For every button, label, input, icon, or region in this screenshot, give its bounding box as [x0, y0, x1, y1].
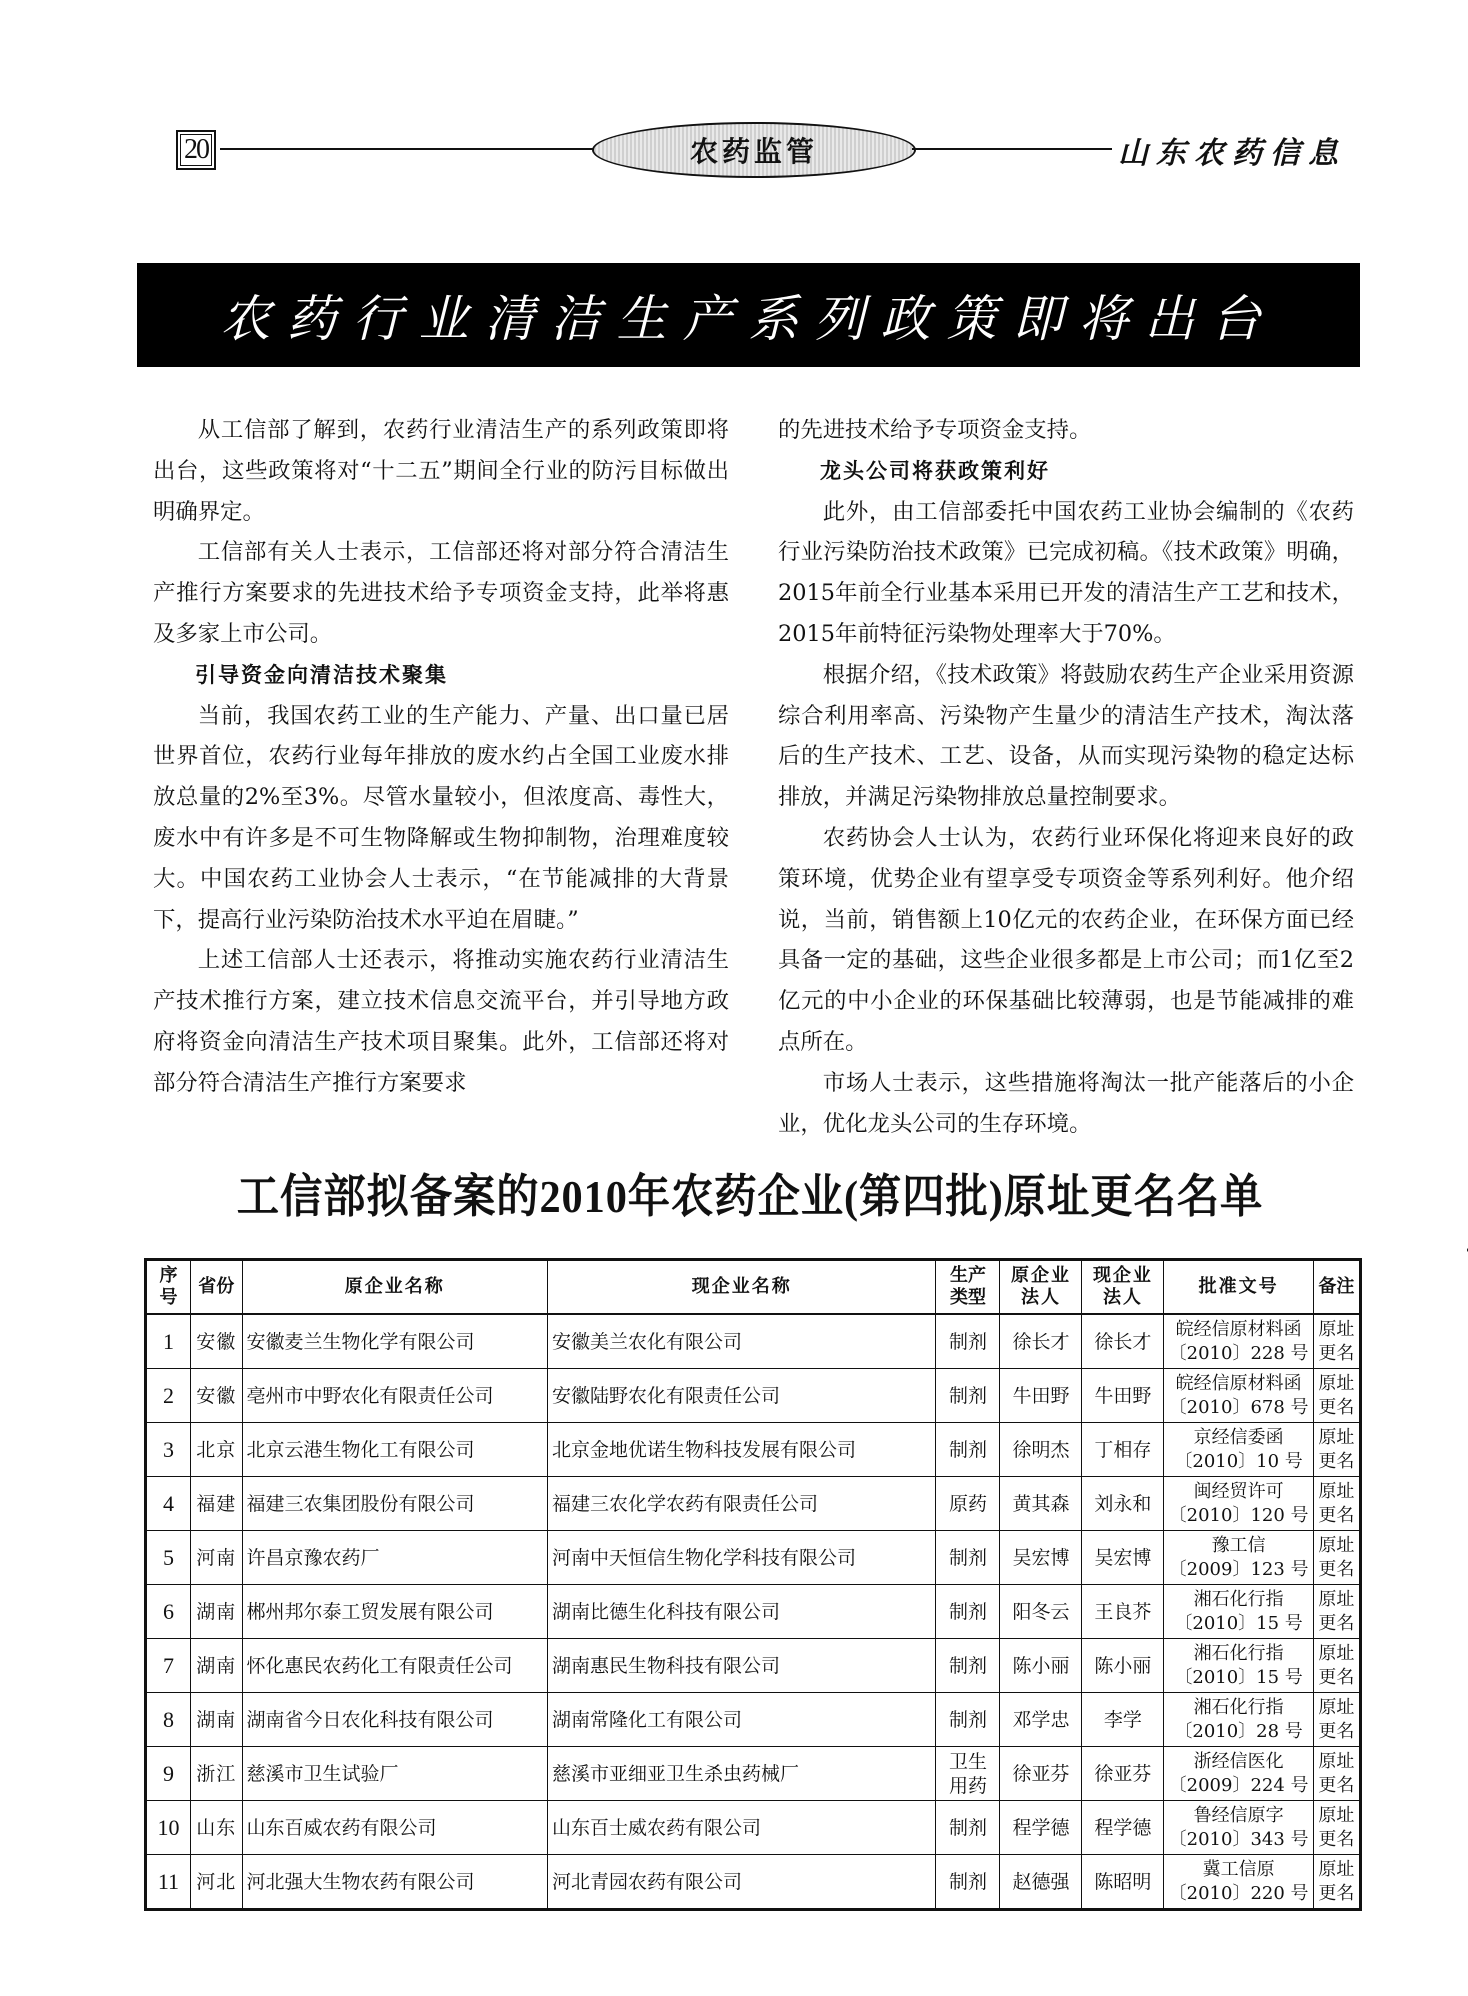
cell-prod-type: 制剂: [936, 1693, 1000, 1747]
cell-old-rep: 吴宏博: [1000, 1531, 1082, 1585]
cell-new-name: 福建三农化学农药有限责任公司: [547, 1477, 936, 1531]
col-header-remark: 备注: [1313, 1260, 1360, 1315]
cell-remark: 原址 更名: [1313, 1855, 1360, 1910]
header-rule-right: [912, 148, 1112, 150]
section-label: 农药监管: [689, 135, 818, 168]
paragraph: 此外，由工信部委托中国农药工业协会编制的《农药行业污染防治技术政策》已完成初稿。《技术政策》明确，2015年前全行业基本采用已开发的清洁生产工艺和技术，2015年前特征污染物处理率大于70%。: [778, 498, 1354, 647]
cell-new-rep: 刘永和: [1082, 1477, 1164, 1531]
cell-approval: 皖经信原材料函 〔2010〕228 号: [1164, 1314, 1313, 1369]
cell-new-rep: 丁相存: [1082, 1423, 1164, 1477]
cell-prod-type: 制剂: [936, 1585, 1000, 1639]
cell-new-name: 北京金地优诺生物科技发展有限公司: [547, 1423, 936, 1477]
col-header-approval: 批准文号: [1164, 1260, 1313, 1315]
article-column-right: [778, 410, 1354, 1144]
cell-remark: 原址 更名: [1313, 1585, 1360, 1639]
cell-old-name: 怀化惠民农药化工有限责任公司: [242, 1639, 547, 1693]
col-header-new-rep: 现企业 法人: [1082, 1260, 1164, 1315]
header-rule-left: [220, 148, 596, 150]
section-label-badge: [592, 122, 916, 178]
cell-old-name: 河北强大生物农药有限公司: [242, 1855, 547, 1910]
cell-old-rep: 邓学忠: [1000, 1693, 1082, 1747]
cell-province: 河北: [190, 1855, 242, 1910]
cell-prod-type: 原药: [936, 1477, 1000, 1531]
cell-old-rep: 陈小丽: [1000, 1639, 1082, 1693]
cell-remark: 原址 更名: [1313, 1801, 1360, 1855]
article-column-left: [153, 410, 729, 1104]
cell-new-rep: 牛田野: [1082, 1369, 1164, 1423]
cell-seq: 11: [146, 1855, 191, 1910]
cell-approval: 浙经信医化 〔2009〕224 号: [1164, 1747, 1313, 1801]
cell-new-rep: 程学德: [1082, 1801, 1164, 1855]
col-header-new-name: 现企业名称: [547, 1260, 936, 1315]
table-row: [146, 1423, 1361, 1477]
cell-old-name: 亳州市中野农化有限责任公司: [242, 1369, 547, 1423]
cell-approval: 湘石化行指 〔2010〕15 号: [1164, 1585, 1313, 1639]
paragraph: 从工信部了解到，农药行业清洁生产的系列政策即将出台，这些政策将对“十二五”期间全行业的防污目标做出明确界定。: [153, 417, 729, 525]
cell-new-name: 慈溪市亚细亚卫生杀虫药械厂: [547, 1747, 936, 1801]
cell-old-rep: 徐明杰: [1000, 1423, 1082, 1477]
cell-prod-type: 制剂: [936, 1639, 1000, 1693]
cell-new-name: 安徽美兰农化有限公司: [547, 1314, 936, 1369]
cell-province: 福建: [190, 1477, 242, 1531]
article-title: 农药行业清洁生产系列政策即将出台: [220, 290, 1277, 348]
cell-old-rep: 赵德强: [1000, 1855, 1082, 1910]
table-row: [146, 1693, 1361, 1747]
cell-seq: 9: [146, 1747, 191, 1801]
cell-province: 河南: [190, 1531, 242, 1585]
cell-seq: 6: [146, 1585, 191, 1639]
col-header-old-rep: 原企业 法人: [1000, 1260, 1082, 1315]
cell-seq: 1: [146, 1314, 191, 1369]
cell-new-rep: 徐亚芬: [1082, 1747, 1164, 1801]
paragraph: 市场人士表示，这些措施将淘汰一批产能落后的小企业，优化龙头公司的生存环境。: [778, 1069, 1354, 1137]
subheading: 龙头公司将获政策利好: [820, 458, 1050, 483]
cell-province: 安徽: [190, 1369, 242, 1423]
article-title-banner: [137, 263, 1360, 367]
cell-old-rep: 黄其森: [1000, 1477, 1082, 1531]
table-row: [146, 1855, 1361, 1910]
table-row: [146, 1369, 1361, 1423]
paragraph: 上述工信部人士还表示，将推动实施农药行业清洁生产技术推行方案，建立技术信息交流平台，并引导地方政府将资金向清洁生产技术项目聚集。此外，工信部还将对部分符合清洁生产推行方案要求: [153, 947, 729, 1096]
col-header-prod-type: 生产 类型: [936, 1260, 1000, 1315]
cell-old-name: 湖南省今日农化科技有限公司: [242, 1693, 547, 1747]
subheading: 引导资金向清洁技术聚集: [195, 662, 448, 687]
table-row: [146, 1747, 1361, 1801]
cell-approval: 豫工信 〔2009〕123 号: [1164, 1531, 1313, 1585]
cell-old-name: 北京云港生物化工有限公司: [242, 1423, 547, 1477]
cell-new-name: 河北青园农药有限公司: [547, 1855, 936, 1910]
table-row: [146, 1531, 1361, 1585]
cell-province: 浙江: [190, 1747, 242, 1801]
cell-new-rep: 李学: [1082, 1693, 1164, 1747]
cell-approval: 京经信委函 〔2010〕10 号: [1164, 1423, 1313, 1477]
cell-province: 北京: [190, 1423, 242, 1477]
paragraph: 工信部有关人士表示，工信部还将对部分符合清洁生产推行方案要求的先进技术给予专项资金支持，此举将惠及多家上市公司。: [153, 539, 729, 647]
paragraph: 当前，我国农药工业的生产能力、产量、出口量已居世界首位，农药行业每年排放的废水约占全国工业废水排放总量的2%至3%。尽管水量较小，但浓度高、毒性大，废水中有许多是不可生物降解或生物抑制物，治理难度较大。中国农药工业协会人士表示，“在节能减排的大背景下，提高行业污染防治技术水平迫在眉睫。”: [153, 702, 729, 933]
cell-new-name: 安徽陆野农化有限责任公司: [547, 1369, 936, 1423]
cell-old-name: 福建三农集团股份有限公司: [242, 1477, 547, 1531]
cell-approval: 湘石化行指 〔2010〕15 号: [1164, 1639, 1313, 1693]
cell-old-rep: 阳冬云: [1000, 1585, 1082, 1639]
table-header-row: [146, 1260, 1361, 1315]
cell-new-name: 河南中天恒信生物化学科技有限公司: [547, 1531, 936, 1585]
table-row: [146, 1477, 1361, 1531]
publication-name: 山东农药信息: [1118, 136, 1346, 171]
rename-list-table: [144, 1258, 1362, 1911]
cell-province: 湖南: [190, 1639, 242, 1693]
cell-old-name: 慈溪市卫生试验厂: [242, 1747, 547, 1801]
cell-new-name: 湖南惠民生物科技有限公司: [547, 1639, 936, 1693]
cell-old-name: 许昌京豫农药厂: [242, 1531, 547, 1585]
cell-seq: 10: [146, 1801, 191, 1855]
cell-old-name: 郴州邦尔泰工贸发展有限公司: [242, 1585, 547, 1639]
cell-approval: 鲁经信原字 〔2010〕343 号: [1164, 1801, 1313, 1855]
cell-prod-type: 制剂: [936, 1369, 1000, 1423]
cell-new-name: 湖南常隆化工有限公司: [547, 1693, 936, 1747]
cell-remark: 原址 更名: [1313, 1477, 1360, 1531]
paragraph: 农药协会人士认为，农药行业环保化将迎来良好的政策环境，优势企业有望享受专项资金等系列利好。他介绍说，当前，销售额上10亿元的农药企业，在环保方面已经具备一定的基础，这些企业很多都是上市公司；而1亿至2亿元的中小企业的环保基础比较薄弱，也是节能减排的难点所在。: [778, 824, 1354, 1055]
cell-province: 湖南: [190, 1693, 242, 1747]
table-title: 工信部拟备案的2010年农药企业(第四批)原址更名名单: [236, 1171, 1264, 1222]
cell-prod-type: 制剂: [936, 1423, 1000, 1477]
cell-old-rep: 程学德: [1000, 1801, 1082, 1855]
cell-prod-type: 制剂: [936, 1855, 1000, 1910]
table-row: [146, 1314, 1361, 1369]
cell-seq: 8: [146, 1693, 191, 1747]
cell-old-rep: 徐亚芬: [1000, 1747, 1082, 1801]
cell-approval: 冀工信原 〔2010〕220 号: [1164, 1855, 1313, 1910]
cell-new-rep: 吴宏博: [1082, 1531, 1164, 1585]
cell-new-name: 湖南比德生化科技有限公司: [547, 1585, 936, 1639]
cell-remark: 原址 更名: [1313, 1639, 1360, 1693]
cell-remark: 原址 更名: [1313, 1369, 1360, 1423]
cell-province: 山东: [190, 1801, 242, 1855]
cell-province: 安徽: [190, 1314, 242, 1369]
cell-new-rep: 王良芥: [1082, 1585, 1164, 1639]
col-header-seq: 序 号: [146, 1260, 191, 1315]
cell-seq: 2: [146, 1369, 191, 1423]
cell-seq: 7: [146, 1639, 191, 1693]
cell-old-rep: 徐长才: [1000, 1314, 1082, 1369]
running-header: [0, 0, 1468, 200]
cell-remark: 原址 更名: [1313, 1531, 1360, 1585]
cell-prod-type: 制剂: [936, 1801, 1000, 1855]
cell-old-name: 安徽麦兰生物化学有限公司: [242, 1314, 547, 1369]
cell-old-name: 山东百威农药有限公司: [242, 1801, 547, 1855]
cell-remark: 原址 更名: [1313, 1747, 1360, 1801]
cell-seq: 3: [146, 1423, 191, 1477]
table-row: [146, 1801, 1361, 1855]
cell-approval: 湘石化行指 〔2010〕28 号: [1164, 1693, 1313, 1747]
cell-approval: 闽经贸许可 〔2010〕120 号: [1164, 1477, 1313, 1531]
col-header-old-name: 原企业名称: [242, 1260, 547, 1315]
table-row: [146, 1585, 1361, 1639]
cell-prod-type: 制剂: [936, 1531, 1000, 1585]
paragraph-continuation: 的先进技术给予专项资金支持。: [778, 417, 1092, 443]
cell-new-rep: 陈小丽: [1082, 1639, 1164, 1693]
paragraph: 根据介绍，《技术政策》将鼓励农药生产企业采用资源综合利用率高、污染物产生量少的清洁生产技术，淘汰落后的生产技术、工艺、设备，从而实现污染物的稳定达标排放，并满足污染物排放总量控制要求。: [778, 661, 1354, 811]
cell-remark: 原址 更名: [1313, 1693, 1360, 1747]
page-number: 20: [176, 130, 216, 170]
cell-remark: 原址 更名: [1313, 1423, 1360, 1477]
cell-prod-type: 卫生 用药: [936, 1747, 1000, 1801]
cell-remark: 原址 更名: [1313, 1314, 1360, 1369]
col-header-province: 省份: [190, 1260, 242, 1315]
cell-old-rep: 牛田野: [1000, 1369, 1082, 1423]
cell-new-rep: 徐长才: [1082, 1314, 1164, 1369]
cell-province: 湖南: [190, 1585, 242, 1639]
cell-seq: 4: [146, 1477, 191, 1531]
cell-new-rep: 陈昭明: [1082, 1855, 1164, 1910]
cell-prod-type: 制剂: [936, 1314, 1000, 1369]
table-row: [146, 1639, 1361, 1693]
cell-new-name: 山东百士威农药有限公司: [547, 1801, 936, 1855]
cell-approval: 皖经信原材料函 〔2010〕678 号: [1164, 1369, 1313, 1423]
cell-seq: 5: [146, 1531, 191, 1585]
